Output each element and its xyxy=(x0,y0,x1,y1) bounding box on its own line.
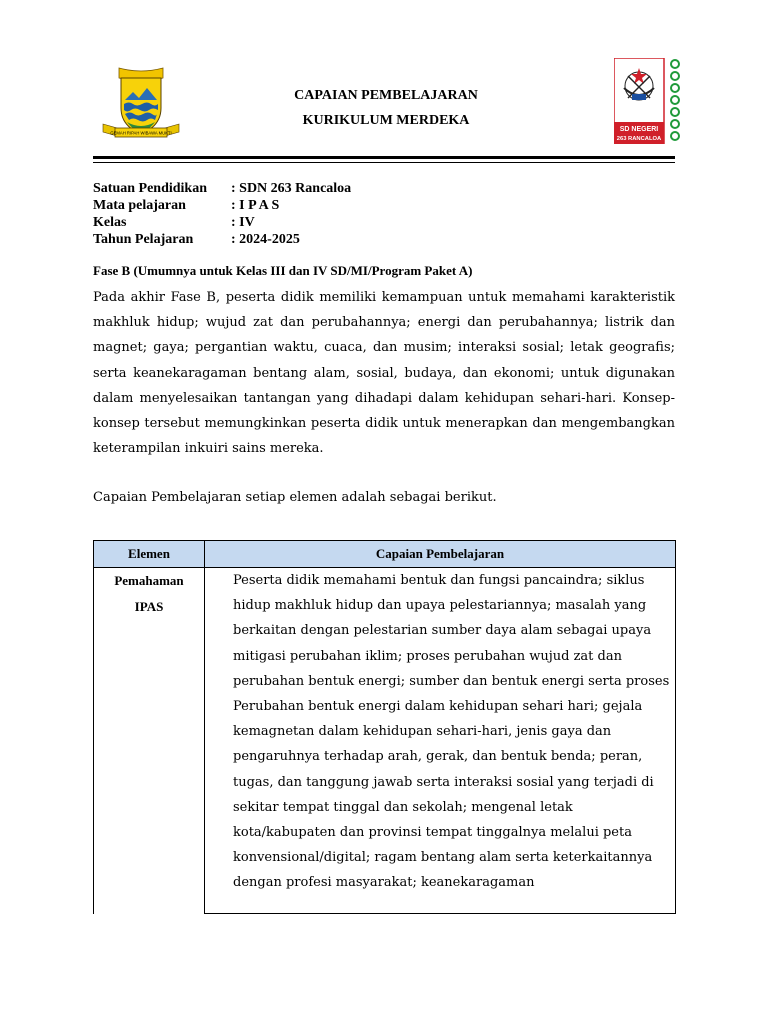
header-divider-thin xyxy=(93,162,675,163)
logo-motto-text: GEMAH RIPAH WIBAWA MUKTI xyxy=(110,130,172,136)
capaian-paragraph-1: Peserta didik memahami bentuk dan fungsi pancaindra; siklus hidup makhluk hidup dan upaya pelestariannya; masalah yang berkaitan dengan pelestarian sumber daya alam sebagai upaya mitigasi perubahan iklim; proses perubahan wujud zat dan perubahan bentuk energi; sumber dan bentuk energi serta proses xyxy=(233,573,670,689)
capaian-cell xyxy=(205,568,676,914)
capaian-paragraph-2: Perubahan bentuk energi dalam kehidupan sehari hari; gejala kemagnetan dalam kehidupan sehari-hari, jenis gaya dan pengaruhnya terhadap arah, gerak, dan bentuk benda; peran, tugas, dan tanggung jawab serta interaksi sosial yang terjadi di sekitar tempat tinggal dan sekolah; mengenal letak kota/kabupaten dan provinsi tempat tinggalnya melalui peta konvensional/digital; ragam bentang alam serta keterkaitannya dengan profesi masyarakat; keanekaragaman xyxy=(233,699,654,891)
info-label: Satuan Pendidikan xyxy=(93,181,207,196)
info-label: Mata pelajaran xyxy=(93,198,186,213)
info-value: : IV xyxy=(231,215,255,230)
info-row-kelas xyxy=(93,214,351,231)
info-value: : I P A S xyxy=(231,198,280,213)
table-row xyxy=(94,568,676,914)
elemen-name-line2: IPAS xyxy=(134,599,164,614)
elemen-name-line1: Pemahaman xyxy=(114,573,184,588)
info-row-satuan xyxy=(93,180,351,197)
info-row-tahun xyxy=(93,231,351,248)
capaian-table xyxy=(93,540,676,914)
fase-heading: Fase B (Umumnya untuk Kelas III dan IV SD/MI/Program Paket A) xyxy=(93,263,473,278)
school-logo-text-1: SD NEGERI xyxy=(619,126,659,133)
fase-paragraph: Pada akhir Fase B, peserta didik memiliki kemampuan untuk memahami karakteristik makhluk hidup; wujud zat dan perubahannya; energi dan perubahannya; listrik dan magnet; gaya; pergantian waktu, cuaca, dan musim; interaksi sosial; letak geografis; serta keanekaragaman bentang alam, sosial, budaya, dan ekonomi; untuk digunakan dalam menyelesaikan tantangan yang dihadapi dalam kehidupan sehari-hari. Konsep-konsep tersebut memungkinkan peserta didik untuk menerapkan dan mengembangkan keterampilan inkuiri sains mereka. xyxy=(93,290,675,457)
school-info-block xyxy=(93,180,351,248)
header-divider-thick xyxy=(93,156,675,159)
info-label: Kelas xyxy=(93,215,127,230)
school-logo-text-2: 263 RANCALOA xyxy=(616,136,662,142)
info-label: Tahun Pelajaran xyxy=(93,232,194,247)
info-value: : 2024-2025 xyxy=(231,232,300,247)
document-title: CAPAIAN PEMBELAJARAN xyxy=(294,88,478,103)
column-header-elemen: Elemen xyxy=(94,541,205,568)
table-header-row xyxy=(94,541,676,568)
school-emblem-logo xyxy=(614,58,684,144)
fase-description xyxy=(93,285,675,461)
info-value: : SDN 263 Rancaloa xyxy=(231,181,352,196)
regional-emblem-logo xyxy=(97,64,185,144)
cp-intro-text: Capaian Pembelajaran setiap elemen adalah sebagai berikut. xyxy=(93,490,497,505)
column-header-capaian: Capaian Pembelajaran xyxy=(205,541,676,568)
elemen-cell xyxy=(94,568,205,914)
document-subtitle: KURIKULUM MERDEKA xyxy=(302,113,470,128)
info-row-mapel xyxy=(93,197,351,214)
